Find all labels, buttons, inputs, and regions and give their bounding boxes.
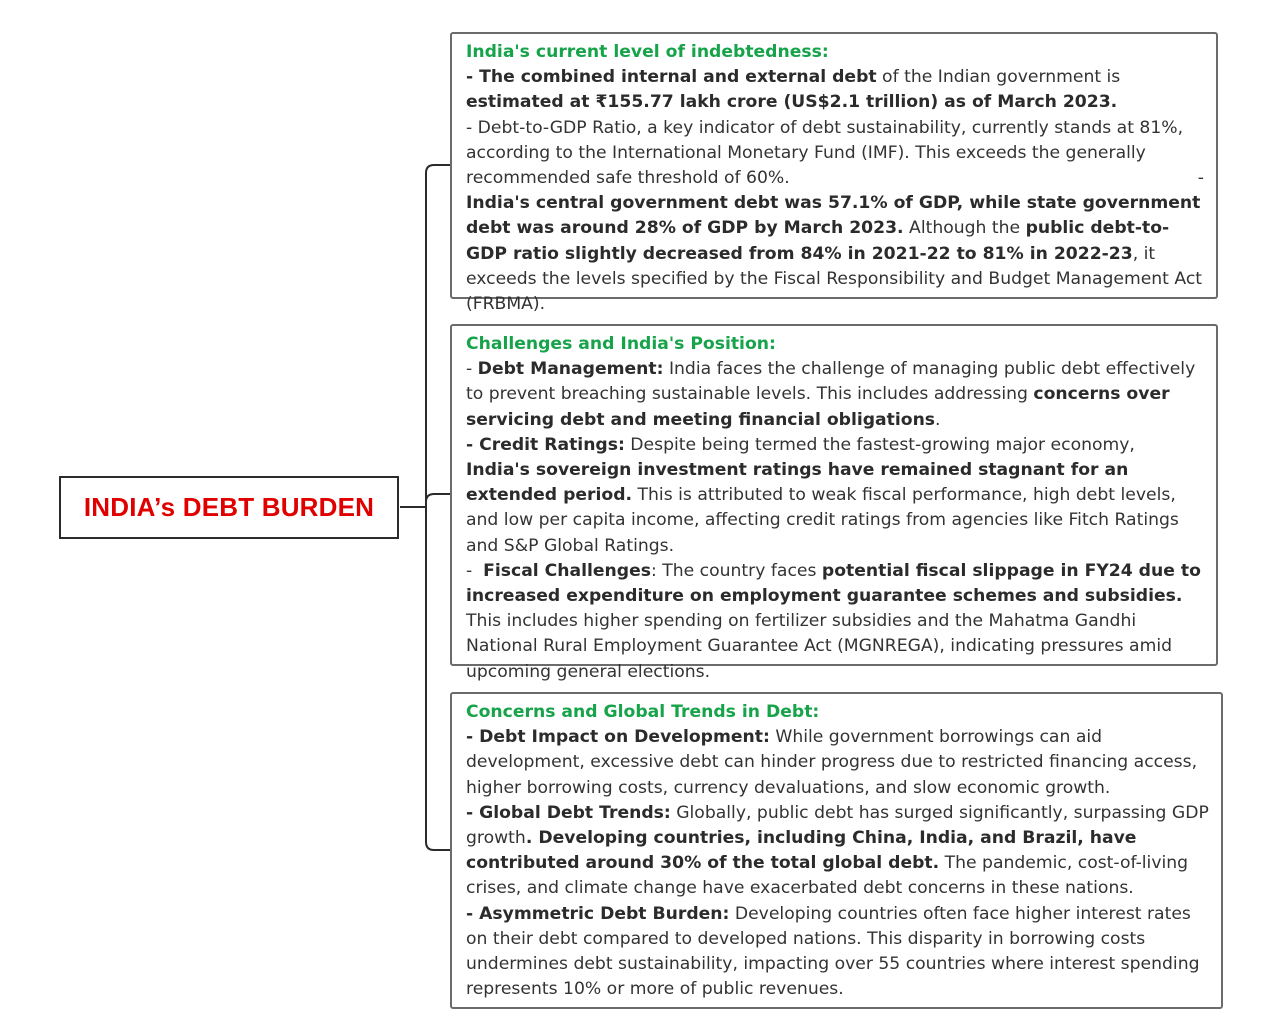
section-paragraph: India's central government debt was 57.1% of GDP, while state government debt was around 28% of GDP by March 2023. Although the public debt-to-GDP ratio slightly decreased from 84% in 2021-22 to 81% in 2022-23, it exceeds the levels specified by the Fiscal Responsibility and Budget Management Act (FRBMA). [466,193,1203,315]
topic-global-trends [450,692,1223,1009]
section-heading: Challenges and India's Position: [466,334,776,354]
section-paragraph: - Asymmetric Debt Burden: Developing countries often face higher interest rates on their debt compared to developed nations. This disparity in borrowing costs undermines debt sustainability, impacting over 55 countries where interest spending represents 10% or more of public revenues. [466,903,1200,1000]
section-heading: India's current level of indebtedness: [466,42,829,62]
root-topic [59,476,399,539]
section-paragraph: - Credit Ratings: Despite being termed the fastest-growing major economy, India's sovereign investment ratings have remained stagnant for an extended period. This is attributed to weak fiscal performance, high debt levels, and low per capita income, affecting credit ratings from agencies like Fitch Ratings and S&P Global Ratings. [466,434,1179,556]
section-paragraph: - Global Debt Trends: Globally, public debt has surged significantly, surpassing GDP growth. Developing countries, including China, India, and Brazil, have contributed around 30% of the total global debt. The pandemic, cost-of-living crises, and climate change have exacerbated debt concerns in these nations. [466,802,1209,899]
topic-challenges-position [450,324,1218,682]
section-paragraph: - The combined internal and external debt of the Indian government is estimated at ₹155.77 lakh crore (US$2.1 trillion) as of March 2023. [466,67,1121,113]
section-paragraph: - Debt Management: India faces the challenge of managing public debt effectively to prevent breaching sustainable levels. This includes addressing concerns over servicing debt and meeting financial obligations. [466,359,1196,430]
root-title: INDIA’s DEBT BURDEN [83,492,375,522]
section-paragraph: - Debt Impact on Development: While government borrowings can aid development, excessive debt can hinder progress due to restricted financing access, higher borrowing costs, currency devaluations, and slow economic growth. [466,727,1198,798]
section-paragraph: - Fiscal Challenges: The country faces potential fiscal slippage in FY24 due to increased expenditure on employment guarantee schemes and subsidies. This includes higher spending on fertilizer subsidies and the Mahatma Gandhi National Rural Employment Guarantee Act (MGNREGA), indicating pressures amid upcoming general elections. [466,560,1201,682]
branch-connector-3 [426,507,450,850]
branch-connector-2 [426,494,450,507]
section-paragraph: - Debt-to-GDP Ratio, a key indicator of debt sustainability, currently stands at 81%, according to the International Monetary Fund (IMF). This exceeds the generally recommended safe threshold of 60%. - [466,117,1204,189]
section-heading: Concerns and Global Trends in Debt: [466,702,820,722]
branch-connector-1 [426,165,450,507]
topic-current-indebtedness [450,32,1218,315]
